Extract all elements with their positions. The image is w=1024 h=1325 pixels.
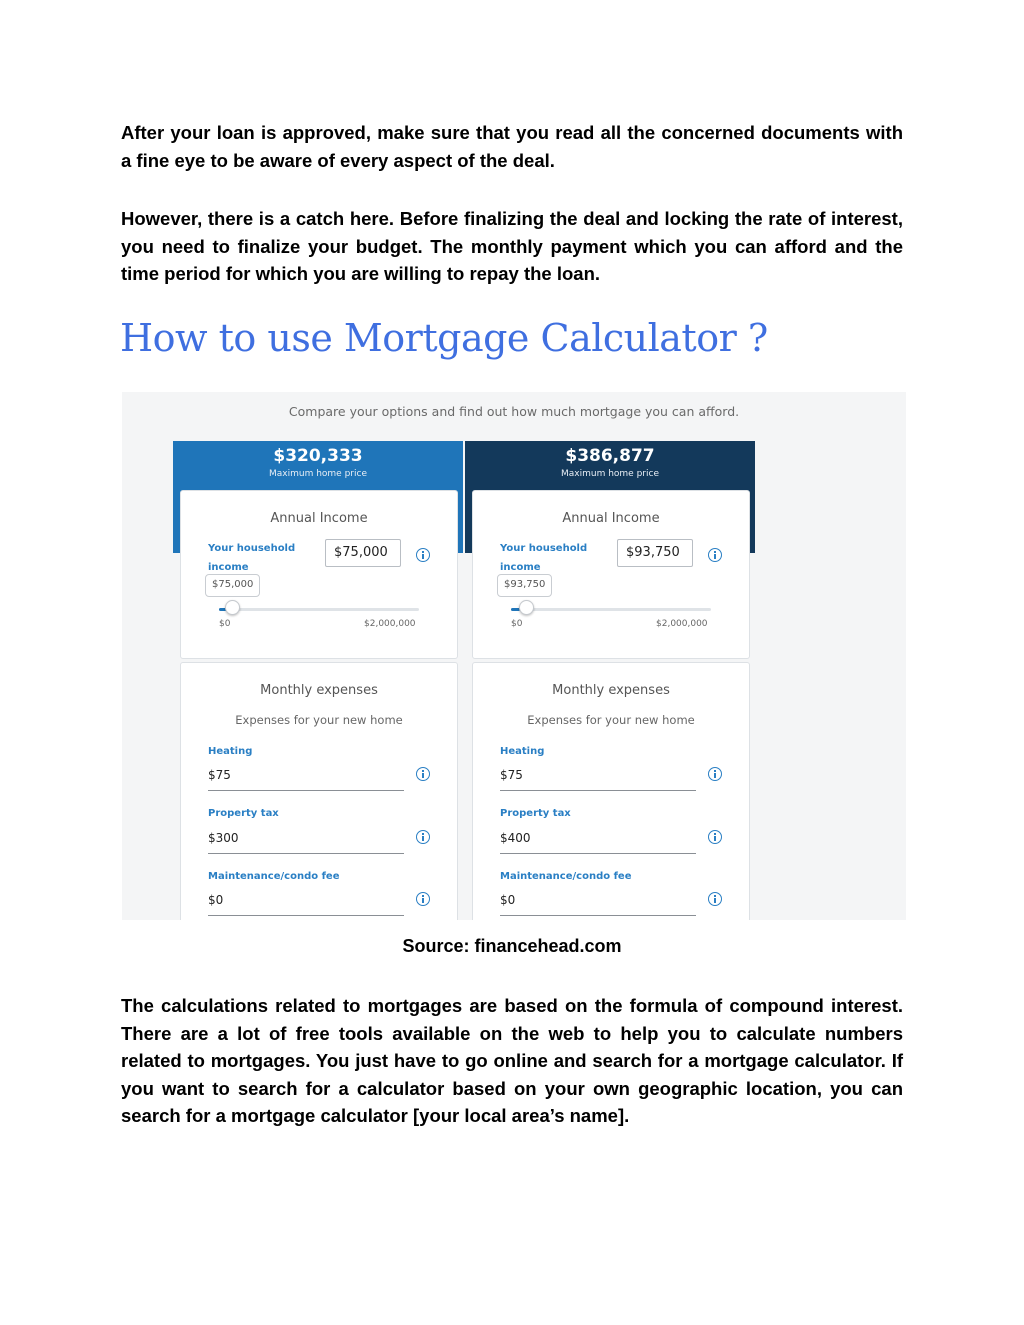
max-home-price-label-a: Maximum home price: [269, 469, 367, 479]
monthly-expenses-card-b: [472, 662, 750, 920]
income-slider-track-b[interactable]: [511, 608, 711, 611]
household-income-label-line1-a: Your household: [208, 543, 296, 554]
maintenance-fee-underline-b: [500, 915, 696, 916]
max-home-price-b: $386,877: [565, 446, 655, 466]
maintenance-fee-input-b[interactable]: $0: [500, 893, 516, 907]
property-tax-input-a[interactable]: $300: [208, 831, 239, 845]
annual-income-title-b: Annual Income: [562, 511, 660, 526]
slider-min-label-a: $0: [219, 619, 231, 629]
slider-value-tooltip-b: $93,750: [497, 574, 552, 597]
property-tax-input-b[interactable]: $400: [500, 831, 531, 845]
maintenance-fee-underline-a: [208, 915, 404, 916]
max-home-price-label-b: Maximum home price: [561, 469, 659, 479]
option-column-a: [173, 441, 463, 920]
annual-income-card-b: [472, 490, 750, 659]
heating-label-a: Heating: [208, 746, 253, 757]
heating-input-b[interactable]: $75: [500, 768, 523, 782]
mortgage-calculator-screenshot: [122, 392, 906, 920]
maintenance-fee-label-b: Maintenance/condo fee: [500, 871, 632, 882]
monthly-expenses-subtitle-a: Expenses for your new home: [235, 713, 403, 727]
household-income-label-line1-b: Your household: [500, 543, 588, 554]
section-heading: How to use Mortgage Calculator ?: [120, 316, 768, 360]
annual-income-card-a: [180, 490, 458, 659]
property-tax-underline-b: [500, 853, 696, 854]
monthly-expenses-title-a: Monthly expenses: [260, 683, 378, 698]
maintenance-fee-input-a[interactable]: $0: [208, 893, 224, 907]
slider-value-tooltip-a: $75,000: [205, 574, 260, 597]
slider-max-label-b: $2,000,000: [656, 619, 708, 629]
info-icon[interactable]: [416, 548, 430, 562]
income-slider-handle-b[interactable]: [519, 600, 534, 615]
paragraph-budget-catch: However, there is a catch here. Before finalizing the deal and locking the rate of interest, you need to finalize your budget. The monthly payment which you can afford and the time period for which you are willing to repay the loan.: [121, 208, 903, 284]
heating-underline-b: [500, 790, 696, 791]
monthly-expenses-card-a: [180, 662, 458, 920]
info-icon[interactable]: [416, 767, 430, 781]
income-slider-track-a[interactable]: [219, 608, 419, 611]
property-tax-label-b: Property tax: [500, 808, 571, 819]
info-icon[interactable]: [708, 892, 722, 906]
annual-income-title-a: Annual Income: [270, 511, 368, 526]
image-source-caption: Source: financehead.com: [402, 936, 622, 956]
info-icon[interactable]: [416, 830, 430, 844]
paragraph-loan-approved: After your loan is approved, make sure that you read all the concerned documents with a fine eye to be aware of every aspect of the deal.: [121, 122, 903, 171]
info-icon[interactable]: [708, 548, 722, 562]
heating-underline-a: [208, 790, 404, 791]
slider-min-label-b: $0: [511, 619, 523, 629]
max-home-price-a: $320,333: [273, 446, 363, 466]
household-income-label-line2-a: income: [208, 562, 249, 573]
monthly-expenses-title-b: Monthly expenses: [552, 683, 670, 698]
property-tax-label-a: Property tax: [208, 808, 279, 819]
household-income-input-b[interactable]: $93,750: [617, 539, 693, 567]
household-income-label-b: [500, 539, 587, 577]
monthly-expenses-subtitle-b: Expenses for your new home: [527, 713, 695, 727]
info-icon[interactable]: [708, 830, 722, 844]
heating-input-a[interactable]: $75: [208, 768, 231, 782]
income-slider-handle-a[interactable]: [225, 600, 240, 615]
info-icon[interactable]: [708, 767, 722, 781]
paragraph-compound-interest: The calculations related to mortgages are based on the formula of compound interest. There are a lot of free tools available on the web to help you to calculate numbers related to mortgages. You just have to go online and search for a mortgage calculator. If you want to search for a calculator based on your own geographic location, you can search for a mortgage calculator [your local area’s name].: [121, 995, 903, 1126]
heating-label-b: Heating: [500, 746, 545, 757]
household-income-input-a[interactable]: $75,000: [325, 539, 401, 567]
calculator-intro: Compare your options and find out how much mortgage you can afford.: [288, 404, 740, 419]
household-income-label-a: [208, 539, 295, 577]
household-income-label-line2-b: income: [500, 562, 541, 573]
property-tax-underline-a: [208, 853, 404, 854]
maintenance-fee-label-a: Maintenance/condo fee: [208, 871, 340, 882]
info-icon[interactable]: [416, 892, 430, 906]
slider-max-label-a: $2,000,000: [364, 619, 416, 629]
option-column-b: [465, 441, 755, 920]
